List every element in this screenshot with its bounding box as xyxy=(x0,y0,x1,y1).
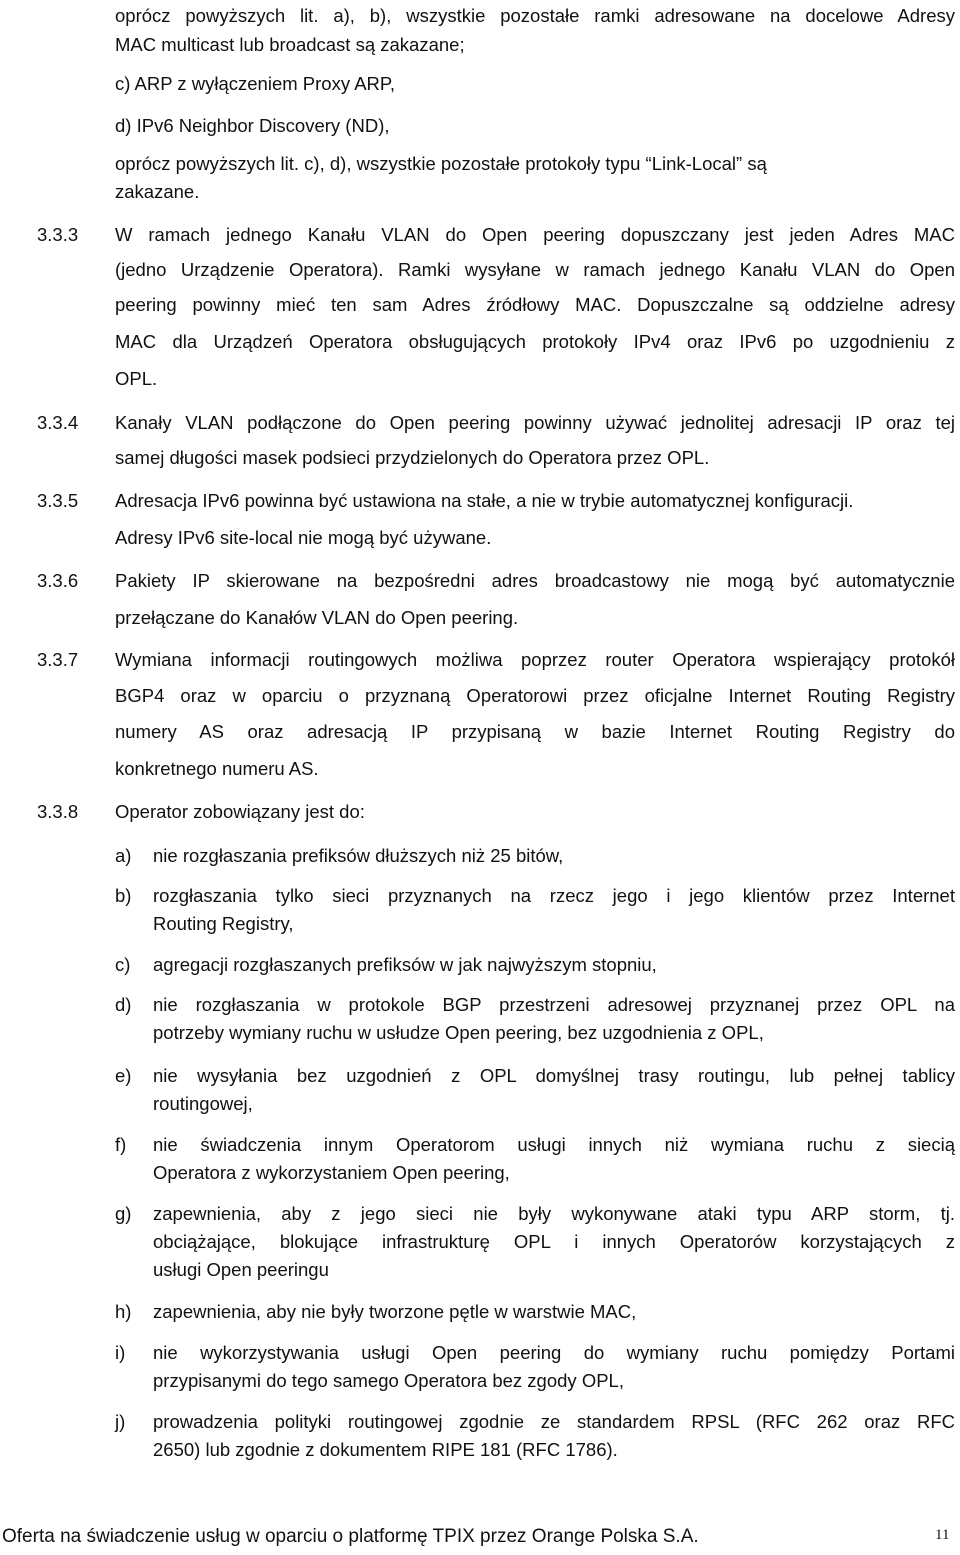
intro-item-c: c) ARP z wyłączeniem Proxy ARP, xyxy=(115,73,396,94)
list-item-text: przypisanymi do tego samego Operatora bez zgody OPL, xyxy=(153,1370,624,1391)
list-item-text: Operatora z wykorzystaniem Open peering, xyxy=(153,1162,510,1183)
list-item-label: j) xyxy=(115,1411,126,1432)
list-item-text: rozgłaszania tylko sieci przyznanych na rzecz jego i jego klientów przez Internet xyxy=(153,885,955,906)
list-item-text: zapewnienia, aby nie były tworzone pętle w warstwie MAC, xyxy=(153,1301,637,1322)
section-line: Pakiety IP skierowane na bezpośredni adres broadcastowy nie mogą być automatycznie xyxy=(115,570,955,591)
section-line: Operator zobowiązany jest do: xyxy=(115,801,365,822)
list-item-text: nie wykorzystywania usługi Open peering do wymiany ruchu pomiędzy Portami xyxy=(153,1342,955,1363)
list-item-text: agregacji rozgłaszanych prefiksów w jak najwyższym stopniu, xyxy=(153,954,657,975)
list-item-text: obciążające, blokujące infrastrukturę OPL i innych Operatorów korzystających z xyxy=(153,1231,955,1252)
list-item-text: prowadzenia polityki routingowej zgodnie ze standardem RPSL (RFC 262 oraz RFC xyxy=(153,1411,955,1432)
section-line: Adresacja IPv6 powinna być ustawiona na stałe, a nie w trybie automatycznej konfiguracji. xyxy=(115,490,854,511)
section-line: W ramach jednego Kanału VLAN do Open peering dopuszczany jest jeden Adres MAC xyxy=(115,224,955,245)
list-item-label: e) xyxy=(115,1065,132,1086)
list-item-text: nie rozgłaszania prefiksów dłuższych niż 25 bitów, xyxy=(153,845,564,866)
section-line: Adresy IPv6 site-local nie mogą być używane. xyxy=(115,527,492,548)
intro-line: zakazane. xyxy=(115,181,200,202)
section-line: peering powinny mieć ten sam Adres źródłowy MAC. Dopuszczalne są oddzielne adresy xyxy=(115,294,955,315)
list-item-label: h) xyxy=(115,1301,132,1322)
list-item-label: d) xyxy=(115,994,132,1015)
page-number: 11 xyxy=(935,1527,950,1543)
list-item-label: c) xyxy=(115,954,131,975)
section-line: numery AS oraz adresacją IP przypisaną w bazie Internet Routing Registry do xyxy=(115,721,955,742)
list-item-label: b) xyxy=(115,885,132,906)
section-line: OPL. xyxy=(115,368,158,389)
section-number: 3.3.8 xyxy=(37,801,79,822)
section-number: 3.3.6 xyxy=(37,570,79,591)
list-item-text: 2650) lub zgodnie z dokumentem RIPE 181 (RFC 1786). xyxy=(153,1439,618,1460)
intro-line: oprócz powyższych lit. c), d), wszystkie pozostałe protokoły typu “Link-Local” są xyxy=(115,153,767,174)
intro-line: MAC multicast lub broadcast są zakazane; xyxy=(115,34,465,55)
section-line: Kanały VLAN podłączone do Open peering powinny używać jednolitej adresacji IP oraz tej xyxy=(115,412,955,433)
list-item-text: routingowej, xyxy=(153,1093,253,1114)
section-line: samej długości masek podsieci przydzielonych do Operatora przez OPL. xyxy=(115,447,710,468)
list-item-text: zapewnienia, aby z jego sieci nie były wykonywane ataki typu ARP storm, tj. xyxy=(153,1203,955,1224)
list-item-text: nie wysyłania bez uzgodnień z OPL domyślnej trasy routingu, lub pełnej tablicy xyxy=(153,1065,955,1086)
list-item-text: potrzeby wymiany ruchu w usłudze Open peering, bez uzgodnienia z OPL, xyxy=(153,1022,764,1043)
list-item-label: g) xyxy=(115,1203,132,1224)
section-number: 3.3.7 xyxy=(37,649,79,670)
intro-item-d: d) IPv6 Neighbor Discovery (ND), xyxy=(115,115,390,136)
section-number: 3.3.5 xyxy=(37,490,79,511)
section-number: 3.3.3 xyxy=(37,224,79,245)
list-item-label: i) xyxy=(115,1342,126,1363)
section-line: przełączane do Kanałów VLAN do Open peering. xyxy=(115,607,519,628)
section-line: BGP4 oraz w oparciu o przyznaną Operatorowi przez oficjalne Internet Routing Registry xyxy=(115,685,955,706)
list-item-text: nie rozgłaszania w protokole BGP przestrzeni adresowej przyznanej przez OPL na xyxy=(153,994,955,1015)
section-line: konkretnego numeru AS. xyxy=(115,758,319,779)
list-item-label: f) xyxy=(115,1134,127,1155)
section-number: 3.3.4 xyxy=(37,412,79,433)
list-item-text: Routing Registry, xyxy=(153,913,294,934)
list-item-label: a) xyxy=(115,845,132,866)
list-item-text: nie świadczenia innym Operatorom usługi innych niż wymiana ruchu z siecią xyxy=(153,1134,955,1155)
section-line: Wymiana informacji routingowych możliwa poprzez router Operatora wspierający protokół xyxy=(115,649,955,670)
list-item-text: usługi Open peeringu xyxy=(153,1259,329,1280)
section-line: MAC dla Urządzeń Operatora obsługujących protokoły IPv4 oraz IPv6 po uzgodnieniu z xyxy=(115,331,955,352)
section-line: (jedno Urządzenie Operatora). Ramki wysyłane w ramach jednego Kanału VLAN do Open xyxy=(115,259,955,280)
footer-text: Oferta na świadczenie usług w oparciu o platformę TPIX przez Orange Polska S.A. xyxy=(2,1526,699,1547)
intro-line: oprócz powyższych lit. a), b), wszystkie pozostałe ramki adresowane na docelowe Adresy xyxy=(115,5,955,26)
